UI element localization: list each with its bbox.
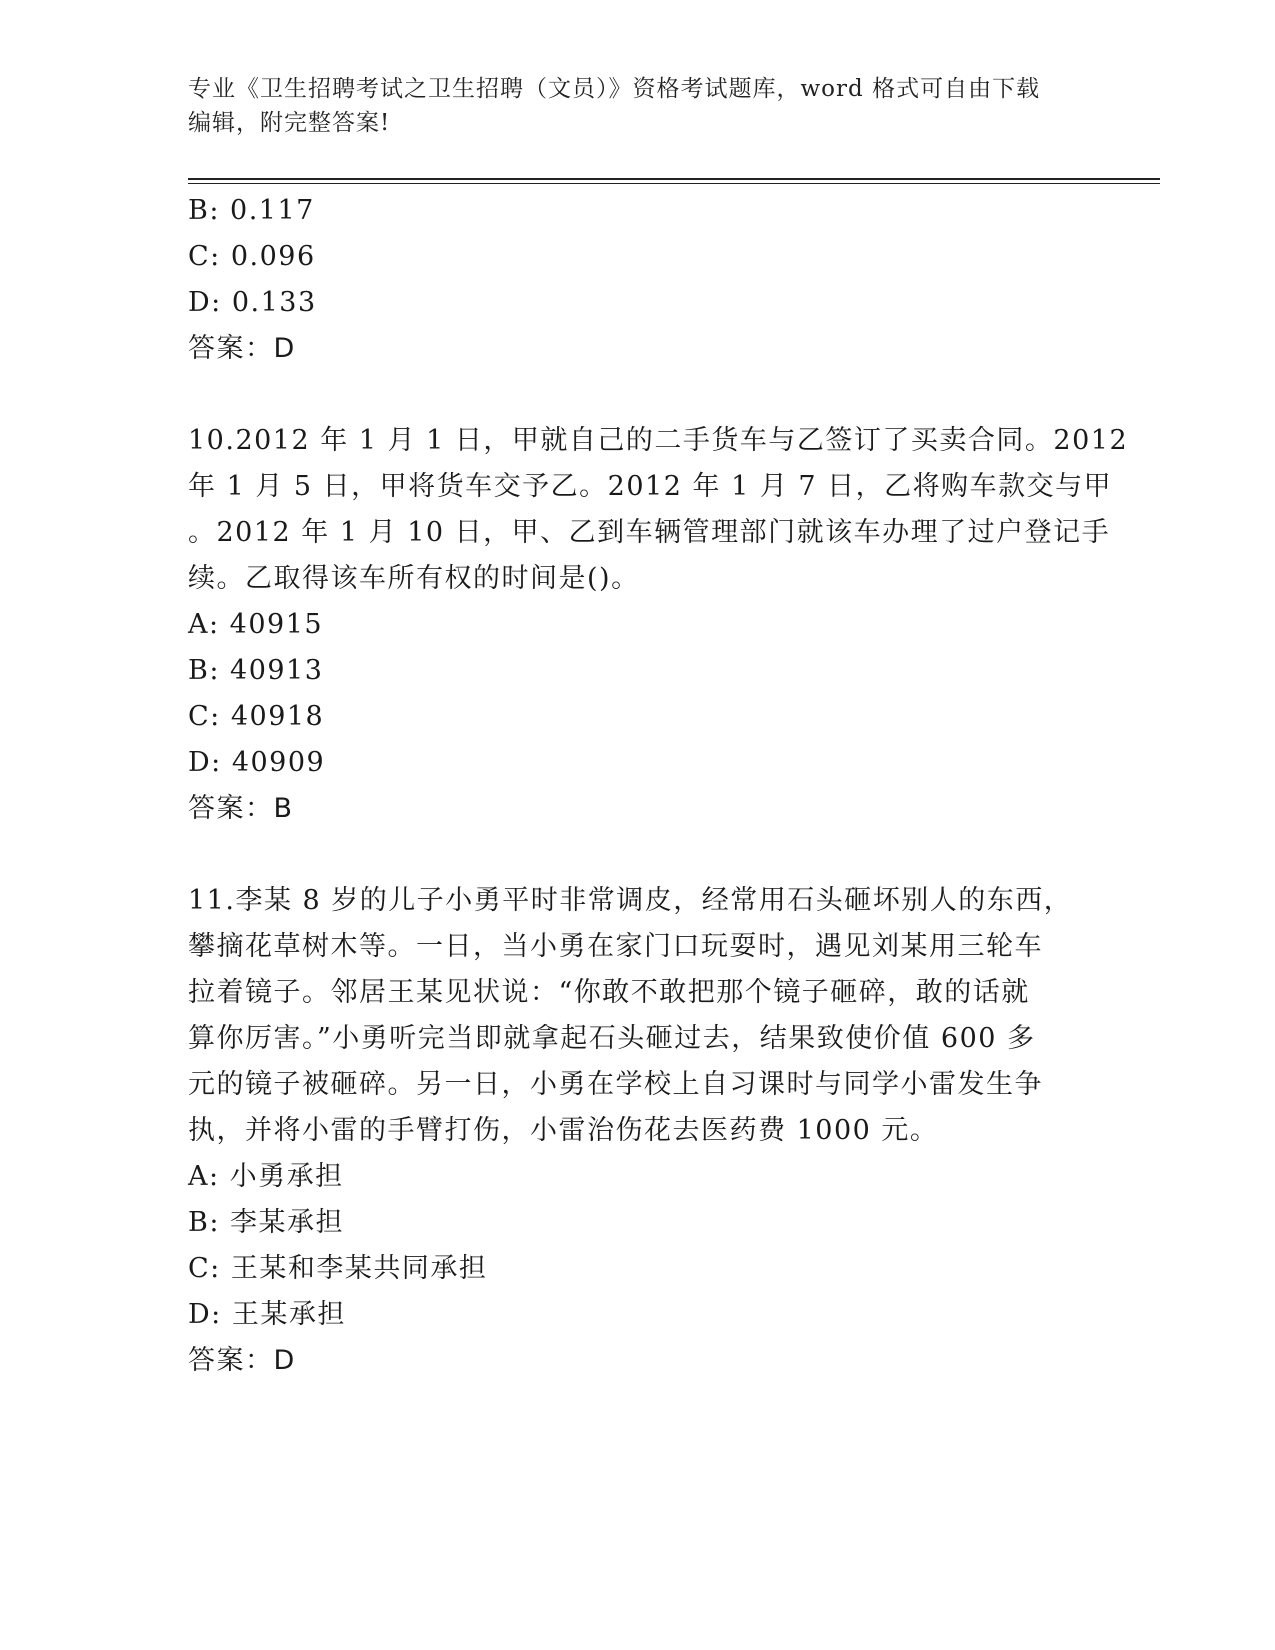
question-10 bbox=[188, 418, 1129, 832]
header-divider-thick bbox=[188, 178, 1160, 180]
option-a: A: 小勇承担 bbox=[188, 1161, 344, 1192]
option-d: D: 40909 bbox=[188, 747, 326, 778]
question-text-line: 执，并将小雷的手臂打伤，小雷治伤花去医药费 1000 元。 bbox=[188, 1115, 939, 1146]
question-text-line: 攀摘花草树木等。一日，当小勇在家门口玩耍时，遇见刘某用三轮车 bbox=[188, 931, 1043, 962]
question-text-line: 10.2012 年 1 月 1 日，甲就自己的二手货车与乙签订了买卖合同。2012 bbox=[188, 425, 1129, 456]
question-text-line: 。2012 年 1 月 10 日，甲、乙到车辆管理部门就该车办理了过户登记手 bbox=[188, 517, 1111, 548]
option-d: D: 0.133 bbox=[188, 287, 317, 318]
answer-line: 答案：B bbox=[188, 793, 294, 824]
option-c: C: 0.096 bbox=[188, 241, 316, 272]
spacer bbox=[188, 832, 1088, 878]
header-divider-thin bbox=[188, 183, 1160, 184]
question-text-line: 算你厉害。”小勇听完当即就拿起石头砸过去，结果致使价值 600 多 bbox=[188, 1023, 1036, 1054]
option-b: B: 40913 bbox=[188, 655, 324, 686]
question-text-line: 年 1 月 5 日，甲将货车交予乙。2012 年 1 月 7 日，乙将购车款交与甲 bbox=[188, 471, 1113, 502]
option-a: A: 40915 bbox=[188, 609, 324, 640]
question-text-line: 续。乙取得该车所有权的时间是()。 bbox=[188, 563, 640, 594]
question-text-line: 拉着镜子。邻居王某见状说：“你敢不敢把那个镜子砸碎，敢的话就 bbox=[188, 977, 1030, 1008]
document-header bbox=[188, 72, 1088, 140]
question-text-line: 元的镜子被砸碎。另一日，小勇在学校上自习课时与同学小雷发生争 bbox=[188, 1069, 1043, 1100]
option-c: C: 王某和李某共同承担 bbox=[188, 1253, 488, 1284]
answer-line: 答案：D bbox=[188, 333, 296, 364]
option-b: B: 0.117 bbox=[188, 195, 315, 226]
question-9-options bbox=[188, 188, 1088, 372]
spacer bbox=[188, 372, 1088, 418]
option-c: C: 40918 bbox=[188, 701, 325, 732]
question-text-line: 11.李某 8 岁的儿子小勇平时非常调皮，经常用石头砸坏别人的东西， bbox=[188, 885, 1073, 916]
question-11 bbox=[188, 878, 1088, 1384]
option-d: D: 王某承担 bbox=[188, 1299, 346, 1330]
document-body bbox=[188, 188, 1129, 1384]
answer-line: 答案：D bbox=[188, 1345, 296, 1376]
header-line-2: 编辑，附完整答案! bbox=[188, 110, 391, 136]
option-b: B: 李某承担 bbox=[188, 1207, 345, 1238]
header-line-1: 专业《卫生招聘考试之卫生招聘（文员）》资格考试题库，word 格式可自由下载 bbox=[188, 76, 1041, 102]
